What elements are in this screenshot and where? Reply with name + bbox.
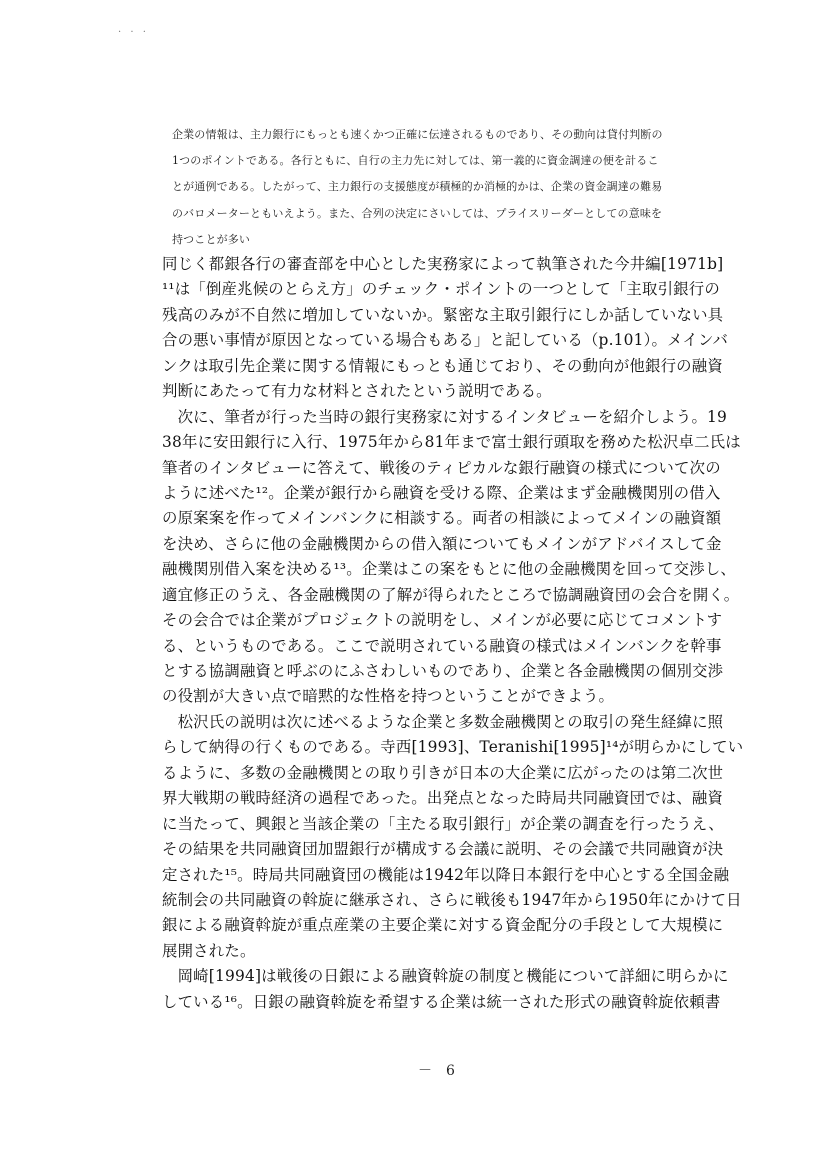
body-line: 融機関別借入案を決める¹³。企業はこの案をもとに他の金融機関を回って交渉し、: [162, 560, 737, 579]
quote-line: 企業の情報は、主力銀行にもっとも速くかつ正確に伝達されるものであり、その動向は貸付判断の: [172, 128, 663, 141]
body-line: の原案案を作ってメインバンクに相談する。両者の相談によってメインの融資額: [162, 509, 722, 528]
page-number: － 6: [418, 1063, 455, 1079]
body-line: 合の悪い事情が原因となっている場合もある」と記している（p.101）。メインバ: [162, 331, 729, 350]
header-mark: . . .: [118, 24, 149, 35]
body-line: 松沢氏の説明は次に述べるような企業と多数金融機関との取引の発生経緯に照: [162, 712, 724, 731]
body-line: 界大戦期の戦時経済の過程であった。出発点となった時局共同融資団では、融資: [162, 789, 724, 808]
body-line: の役割が大きい点で暗黙的な性格を持つということができよう。: [162, 687, 615, 706]
body-line: らして納得の行くものである。寺西[1993]、Teranishi[1995]¹⁴が明らかにしてい: [162, 738, 744, 757]
quote-line: とが通例である。したがって、主力銀行の支援態度が積極的か消極的かは、企業の資金調達の難易: [172, 180, 663, 194]
body-line: に当たって、興銀と当該企業の「主たる取引銀行」が企業の調査を行ったうえ、: [162, 814, 724, 833]
body-line: その会合では企業がプロジェクトの説明をし、メインが必要に応じてコメントす: [162, 611, 723, 630]
body-line: 展開された。: [162, 941, 256, 960]
body-line: 筆者のインタビューに答えて、戦後のティピカルな銀行融資の様式について次の: [162, 458, 721, 477]
body-line: 岡崎[1994]は戦後の日銀による融資斡旋の制度と機能について詳細に明らかに: [162, 967, 729, 986]
body-line: 適宜修正のうえ、各金融機関の了解が得られたところで協調融資団の会合を開く。: [162, 585, 740, 604]
body-line: 次に、筆者が行った当時の銀行実務家に対するインタビューを紹介しよう。19: [162, 407, 728, 426]
body-line: る、というものである。ここで説明されている融資の様式はメインバンクを幹事: [162, 636, 722, 655]
body-line: ように述べた¹²。企業が銀行から融資を受ける際、企業はまず金融機関別の借入: [162, 483, 721, 502]
body-line: 判断にあたって有力な材料とされたという説明である。: [162, 382, 552, 401]
body-line: その結果を共同融資団加盟銀行が構成する会議に説明、その会議で共同融資が決: [162, 840, 724, 859]
body-line: 残高のみが不自然に増加していないか。緊密な主取引銀行にしか話していない具: [162, 305, 724, 324]
body-line: ンクは取引先企業に関する情報にもっとも通じており、その動向が他銀行の融資: [162, 356, 723, 375]
body-line: 同じく都銀各行の審査部を中心とした実務家によって執筆された今井編[1971b]: [162, 255, 724, 273]
body-line: ¹¹は「倒産兆候のとらえ方」のチェック・ポイントの一つとして「主取引銀行の: [162, 280, 720, 299]
body-line: 38年に安田銀行に入行、1975年から81年まで富士銀行頭取を務めた松沢卓二氏は: [162, 433, 741, 452]
body-line: 統制会の共同融資の斡旋に継承され、さらに戦後も1947年から1950年にかけて日: [162, 890, 742, 909]
body-line: を決め、さらに他の金融機関からの借入額についてもメインがアドバイスして金: [162, 534, 722, 553]
quote-line: 1つのポイントである。各行ともに、自行の主力先に対しては、第一義的に資金調達の便を計るこ: [172, 154, 659, 168]
body-line: 定された¹⁵。時局共同融資団の機能は1942年以降日本銀行を中心とする全国金融: [162, 865, 730, 884]
body-text: [162, 252, 744, 1015]
body-line: 銀による融資斡旋が重点産業の主要企業に対する資金配分の手段として大規模に: [162, 916, 724, 935]
quote-line: 持つことが多い: [172, 232, 251, 246]
body-line: るように、多数の金融機関との取り引きが日本の大企業に広がったのは第二次世: [162, 763, 724, 782]
block-quote: [172, 122, 732, 253]
quote-line: のバロメーターともいえよう。また、合列の決定にさいしては、プライスリーダーとしての意味を: [172, 206, 663, 220]
body-line: とする協調融資と呼ぶのにふさわしいものであり、企業と各金融機関の個別交渉: [162, 662, 724, 680]
body-line: している¹⁶。日銀の融資斡旋を希望する企業は統一された形式の融資斡旋依頼書: [162, 992, 721, 1011]
